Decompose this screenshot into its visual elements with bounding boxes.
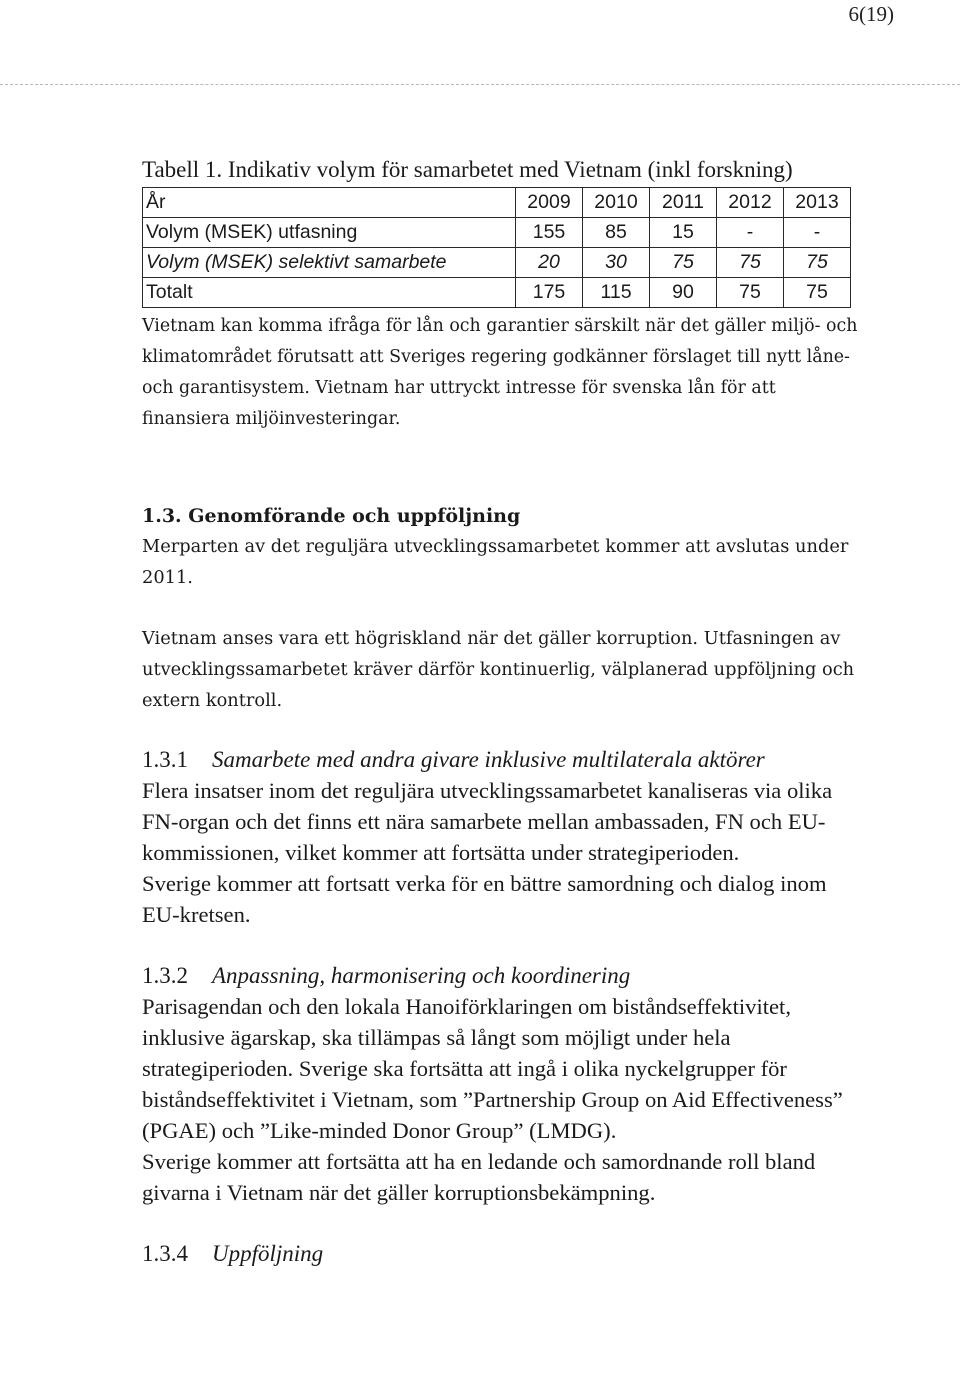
page-number: 6(19): [848, 2, 894, 26]
section-1-3-paragraph: Merparten av det reguljära utvecklingssamarbetet kommer att avslutas under 2011.: [142, 536, 849, 588]
section-1-3-2-paragraph: Parisagendan och den lokala Hanoiförklaringen om biståndseffektivitet, inklusive ägarskap, ska tillämpas så långt som möjligt under hela strategiperioden. Sverige ska fortsätta att ingå i olika nyckelgrupper för biståndseffektivitet i Vietnam, som ”Partnership Group on Aid Effectiveness” (PGAE) och ”Like-minded Donor Group” (LMDG).: [142, 994, 843, 1143]
table-header-cell: 2011: [650, 188, 717, 218]
table-header-cell: 2010: [583, 188, 650, 218]
table-cell: 75: [717, 248, 784, 278]
table-header-cell: 2009: [516, 188, 583, 218]
section-title: Samarbete med andra givare inklusive multilaterala aktörer: [212, 747, 765, 772]
table-cell: 115: [583, 278, 650, 308]
table-row-label: Volym (MSEK) selektivt samarbete: [143, 248, 516, 278]
header-divider: [0, 84, 960, 85]
table-cell: -: [717, 218, 784, 248]
table-cell: 75: [784, 248, 851, 278]
section-heading-1-3-1: [142, 744, 862, 775]
section-number: 1.3.4: [142, 1241, 188, 1266]
section-title: Anpassning, harmonisering och koordinering: [212, 963, 631, 988]
table-header-row: [143, 188, 851, 218]
table-row-label: Volym (MSEK) utfasning: [143, 218, 516, 248]
section-heading-1-3: 1.3. Genomförande och uppföljning: [142, 505, 521, 527]
table-cell: 175: [516, 278, 583, 308]
table-cell: 155: [516, 218, 583, 248]
section-number: 1.3.2: [142, 963, 188, 988]
table-header-cell: 2012: [717, 188, 784, 218]
section-title: Uppföljning: [212, 1241, 324, 1266]
volume-table: [142, 187, 851, 308]
table-cell: 75: [650, 248, 717, 278]
table-cell: 30: [583, 248, 650, 278]
loan-paragraph: Vietnam kan komma ifråga för lån och garantier särskilt när det gäller miljö- och klimatområdet förutsatt att Sveriges regering godkänner förslaget till nytt låne- och garantisystem. Vietnam har uttryckt intresse för svenska lån för att finansiera miljöinvesteringar.: [142, 316, 858, 429]
section-1-3-paragraph: Vietnam anses vara ett högriskland när det gäller korruption. Utfasningen av utvecklingssamarbetet kräver därför kontinuerlig, välplanerad uppföljning och extern kontroll.: [142, 628, 855, 711]
document-body: [142, 155, 862, 1269]
table-cell: -: [784, 218, 851, 248]
table-cell: 75: [717, 278, 784, 308]
table-cell: 90: [650, 278, 717, 308]
section-heading-1-3-2: [142, 960, 862, 991]
table-cell: 85: [583, 218, 650, 248]
section-number: 1.3.1: [142, 747, 188, 772]
section-heading-1-3-4: [142, 1238, 862, 1269]
table-row-label: Totalt: [143, 278, 516, 308]
table-cell: 15: [650, 218, 717, 248]
table-header-cell: 2013: [784, 188, 851, 218]
table-row: [143, 278, 851, 308]
table-header-cell: År: [143, 188, 516, 218]
table-cell: 20: [516, 248, 583, 278]
table-row: [143, 218, 851, 248]
section-1-3-1-paragraph: Sverige kommer att fortsatt verka för en bättre samordning och dialog inom EU-kretsen.: [142, 871, 827, 927]
table-row: [143, 248, 851, 278]
table-cell: 75: [784, 278, 851, 308]
table-caption: Tabell 1. Indikativ volym för samarbetet med Vietnam (inkl forskning): [142, 157, 793, 182]
section-1-3-1-paragraph: Flera insatser inom det reguljära utvecklingssamarbetet kanaliseras via olika FN-organ och det finns ett nära samarbete mellan ambassaden, FN och EU-kommissionen, vilket kommer att fortsätta under strategiperioden.: [142, 778, 833, 865]
section-1-3-2-paragraph: Sverige kommer att fortsätta att ha en ledande och samordnande roll bland givarna i Vietnam när det gäller korruptionsbekämpning.: [142, 1149, 816, 1205]
